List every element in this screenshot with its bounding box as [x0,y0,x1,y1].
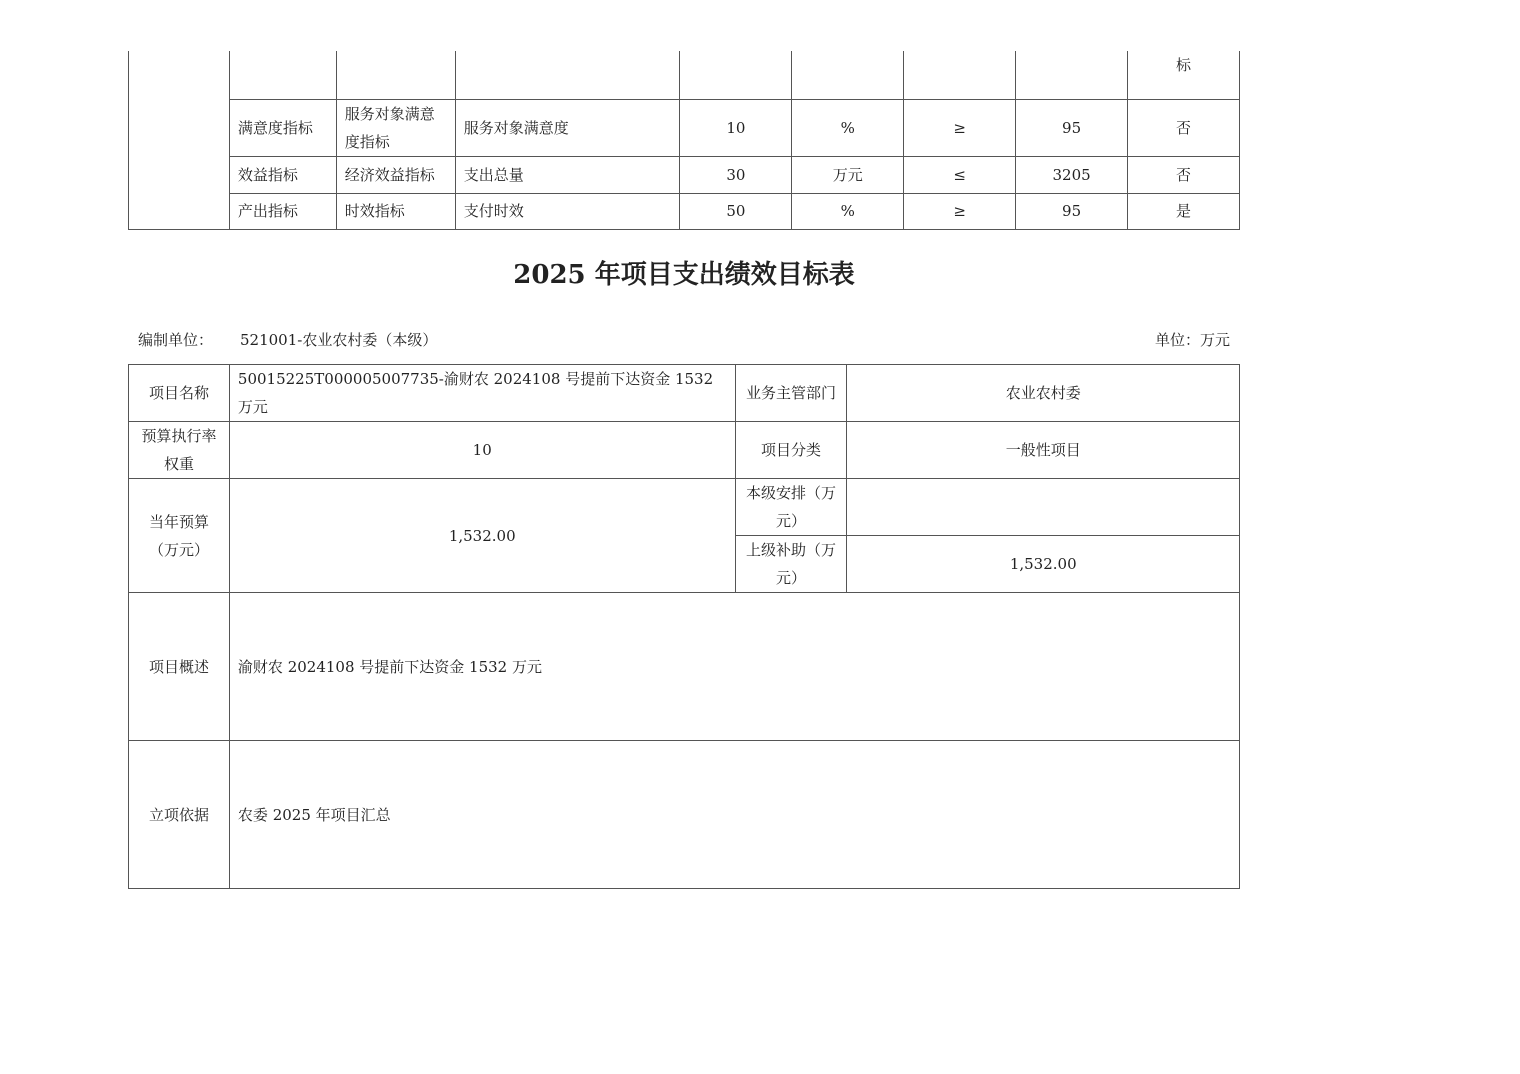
basis-label: 立项依据 [129,741,230,889]
rate-label: 预算执行率权重 [129,422,230,479]
table-row [129,51,1240,99]
project-name-label: 项目名称 [129,365,230,422]
unit-line [138,329,1230,351]
org-label: 编制单位： [138,331,214,349]
overview-label: 项目概述 [129,593,230,741]
level1-cell: 满意度指标 [229,99,336,156]
level2-cell: 服务对象满意度指标 [336,99,455,156]
weight-cell: 10 [680,99,792,156]
currency-unit: 单位：万元 [1154,331,1230,349]
table-row [129,365,1240,422]
target-cell: 95 [1016,99,1128,156]
level2-cell: 时效指标 [336,193,455,229]
level1-cell: 产出指标 [229,193,336,229]
table-row [129,593,1240,741]
category-value: 一般性项目 [847,422,1240,479]
level3-cell: 支付时效 [455,193,680,229]
unit-cell: 万元 [792,156,904,193]
table-row [129,741,1240,889]
weight-cell [680,51,792,99]
local-label: 本级安排（万元） [735,479,847,536]
level1-cell: 效益指标 [229,156,336,193]
budget-label: 当年预算（万元） [129,479,230,593]
org-value: 521001-农业农村委（本级） [240,331,438,349]
operator-cell: ≤ [904,156,1016,193]
target-cell [1016,51,1128,99]
operator-cell: ≥ [904,99,1016,156]
level1-cell [229,51,336,99]
target-cell: 3205 [1016,156,1128,193]
operator-cell [904,51,1016,99]
table-row [129,193,1240,229]
unit-cell: % [792,193,904,229]
table-row [129,99,1240,156]
unit-cell: % [792,99,904,156]
basis-value: 农委 2025 年项目汇总 [229,741,1239,889]
project-table [128,364,1240,889]
level3-cell [455,51,680,99]
local-value [847,479,1240,536]
weight-cell: 30 [680,156,792,193]
weight-cell: 50 [680,193,792,229]
level3-cell: 支出总量 [455,156,680,193]
unit-cell [792,51,904,99]
category-cell [129,51,230,229]
budget-value: 1,532.00 [229,479,735,593]
level3-cell: 服务对象满意度 [455,99,680,156]
table-row [129,422,1240,479]
flag-cell: 否 [1128,99,1240,156]
target-cell: 95 [1016,193,1128,229]
flag-cell: 否 [1128,156,1240,193]
flag-cell: 是 [1128,193,1240,229]
project-name-value: 50015225T000005007735-渝财农 2024108 号提前下达资金 1532 万元 [229,365,735,422]
level2-cell [336,51,455,99]
indicator-table [128,51,1240,230]
page-title: 2025 年项目支出绩效目标表 [513,260,855,290]
table-row [129,479,1240,536]
dept-value: 农业农村委 [847,365,1240,422]
upper-value: 1,532.00 [847,536,1240,593]
overview-value: 渝财农 2024108 号提前下达资金 1532 万元 [229,593,1239,741]
upper-label: 上级补助（万元） [735,536,847,593]
dept-label: 业务主管部门 [735,365,847,422]
operator-cell: ≥ [904,193,1016,229]
flag-cell: 标 [1128,51,1240,99]
rate-value: 10 [229,422,735,479]
category-label: 项目分类 [735,422,847,479]
table-row [129,156,1240,193]
level2-cell: 经济效益指标 [336,156,455,193]
